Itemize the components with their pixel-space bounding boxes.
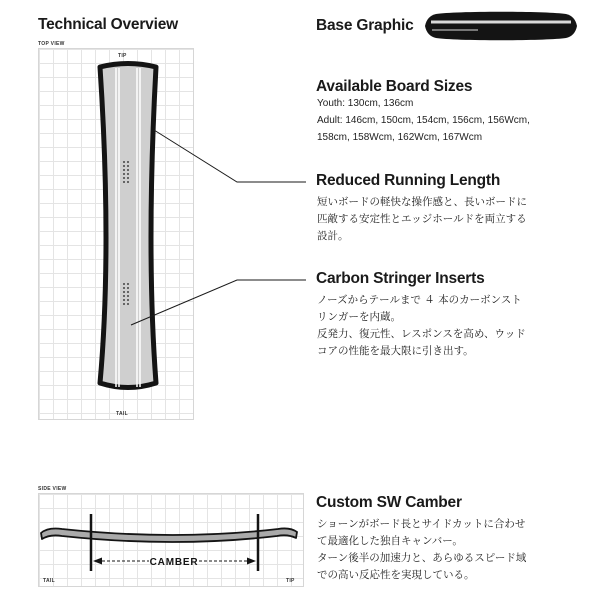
- base-graphic-stripe: [431, 21, 571, 24]
- side-view-tail-label: TAIL: [43, 578, 55, 584]
- camber-profile: [41, 514, 297, 571]
- top-view-board: [100, 64, 156, 388]
- camber-title: Custom SW Camber: [316, 494, 462, 511]
- base-graphic-logo-mark: [432, 29, 478, 31]
- reduced-running-length-line-3: 設計。: [317, 230, 349, 242]
- technical-overview-title: Technical Overview: [38, 16, 178, 33]
- carbon-stringer-line-2: リンガーを内蔵。: [317, 311, 401, 323]
- carbon-stringer-line-3: 反発力、復元性、レスポンスを高め、ウッド: [317, 328, 526, 340]
- camber-line-4: での高い反応性を実現している。: [317, 569, 475, 581]
- carbon-stringer-title: Carbon Stringer Inserts: [316, 270, 485, 287]
- base-graphic-title: Base Graphic: [316, 17, 414, 34]
- leader-line-reduced-running-length: [154, 130, 306, 182]
- carbon-stringer-line-4: コアの性能を最大限に引き出す。: [317, 345, 474, 357]
- camber-arrow-right: [247, 558, 256, 565]
- top-view-tail-label: TAIL: [116, 411, 128, 417]
- reduced-running-length-title: Reduced Running Length: [316, 172, 501, 189]
- sizes-youth: Youth: 130cm, 136cm: [317, 98, 414, 109]
- sizes-adult-line-2: 158cm, 158Wcm, 162Wcm, 167Wcm: [317, 132, 483, 143]
- camber-line-1: ショーンがボード長とサイドカットに合わせ: [317, 518, 526, 530]
- top-view-tip-label: TIP: [118, 53, 127, 59]
- side-view-tip-label: TIP: [286, 578, 295, 584]
- camber-line-2: て最適化した独自キャンバー。: [317, 535, 463, 547]
- sizes-adult-line-1: Adult: 146cm, 150cm, 154cm, 156cm, 156Wcm,: [317, 115, 530, 126]
- reduced-running-length-line-1: 短いボードの軽快な操作感と、長いボードに: [317, 196, 527, 208]
- base-graphic-board: [425, 12, 577, 41]
- camber-line-3: ターン後半の加速力と、あらゆるスピード域: [317, 552, 527, 564]
- leader-line-carbon-stringer: [131, 280, 306, 325]
- side-view-label: SIDE VIEW: [38, 486, 67, 492]
- camber-label: CAMBER: [149, 557, 199, 568]
- sizes-title: Available Board Sizes: [316, 78, 473, 95]
- carbon-stringer-line-1: ノーズからテールまで ４ 本のカーボンスト: [317, 294, 522, 306]
- top-view-label: TOP VIEW: [38, 41, 65, 47]
- reduced-running-length-line-2: 匹敵する安定性とエッジホールドを両立する: [317, 213, 527, 225]
- camber-arrow-left: [93, 558, 102, 565]
